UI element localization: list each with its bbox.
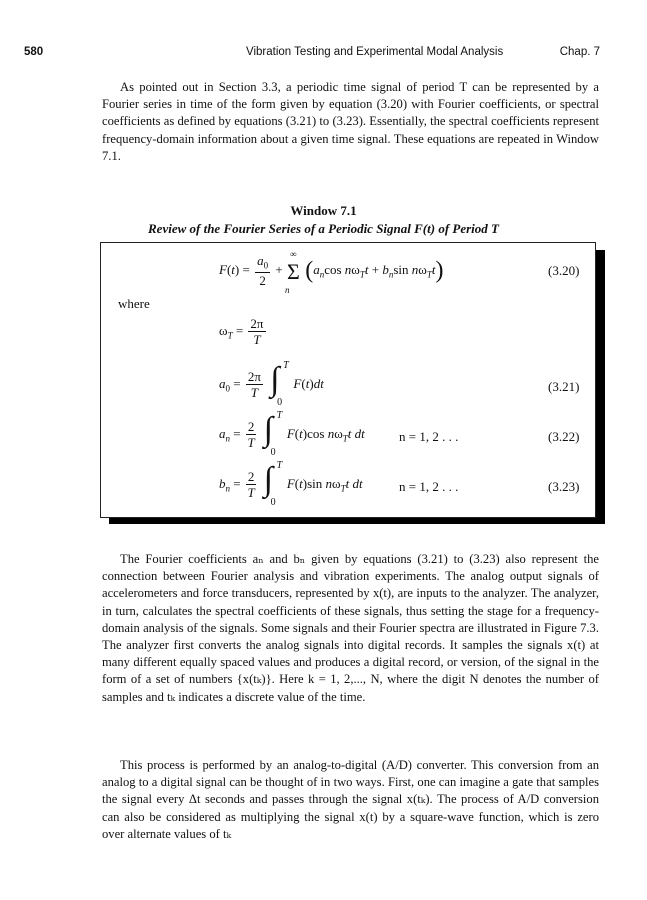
equation-omega: $\omega_T$ = $\frac{2\pi}{T}$ <box>219 316 264 347</box>
integral-symbol: ∫ T 0 <box>263 460 283 508</box>
equation-number-3-21: (3.21) <box>548 379 580 394</box>
integral-symbol: ∫ T 0 <box>270 360 289 408</box>
window-title: Window 7.1 <box>290 203 357 218</box>
page-header <box>24 46 600 64</box>
paragraph-fourier-coefficients: The Fourier coefficients aₙ and bₙ given by equations (3.21) to (3.23) also represent the connection between Fourier analysis and vibration experiments. The analog output signals of accelerometers and force transducers, represented by x(t), are inputs to the analyzer. The analyzer, in turn, calculates the spectral coefficients of these signals, thus setting the stage for a frequency-domain analysis of the signals. Some signals and their Fourier spectra are illustrated in Figure 7.3. The analyzer first converts the analog signals into digital records. It samples the signals x(t) at many different equally spaced values and produces a digital record, or version, of the signal in the form of a set of numbers {x(tₖ)}. Here k = 1, 2,..., N, where the digit N denotes the number of samples and tₖ indicates a discrete value of the time. <box>102 552 599 704</box>
range-an: n = 1, 2 . . . <box>399 429 459 444</box>
paragraph-intro: As pointed out in Section 3.3, a periodic time signal of period T can be represented by a Fourier series in time of the form given by equation (3.20) with Fourier coefficients, or spectral coefficients as defined by equations (3.21) to (3.23). Essentially, the spectral coefficients represent frequency-domain information about a given time signal. These equations are repeated in Window 7.1. <box>102 80 599 163</box>
equation-fourier-series: F(t) = $\frac{a_0}{2}$ + ∞ Σ n ($a_n\cos$ $n\omega_Tt + b_n\sin$ $n\omega_Tt$) <box>219 249 444 295</box>
page-number: 580 <box>24 46 44 58</box>
integral-symbol: ∫ T 0 <box>263 410 283 458</box>
equation-a0: $a_0$ = $\frac{2\pi}{T}$ ∫ T 0 F(t)dt <box>219 360 324 408</box>
where-label: where <box>118 296 150 311</box>
equation-number-3-22: (3.22) <box>548 429 580 444</box>
chapter-label: Chap. 7 <box>559 46 600 58</box>
paragraph-ad-conversion: This process is performed by an analog-to-digital (A/D) converter. This conversion from an analog to a digital signal can be thought of in two ways. First, one can imagine a gate that samples the signal every Δt seconds and passes through the signal x(tₖ). The process of A/D conversion can also be considered as multiplying the signal x(t) by a square-wave function, which is zero over alternate values of tₖ <box>102 758 599 841</box>
window-subtitle: Review of the Fourier Series of a Periodic Signal F(t) of Period T <box>148 221 499 236</box>
running-title: Vibration Testing and Experimental Modal Analysis <box>246 46 504 58</box>
range-bn: n = 1, 2 . . . <box>399 479 459 494</box>
equation-an: $a_n$ = $\frac{2}{T}$ ∫ T 0 F(t)cos $n\omega_Tt$ dt <box>219 410 365 458</box>
sum-symbol: ∞ Σ n <box>284 249 300 295</box>
equation-bn: $b_n$ = $\frac{2}{T}$ ∫ T 0 F(t)sin $n\omega_Tt$ dt <box>219 460 363 508</box>
window-box <box>100 242 596 518</box>
equation-number-3-20: (3.20) <box>548 263 580 278</box>
equation-number-3-23: (3.23) <box>548 479 580 494</box>
